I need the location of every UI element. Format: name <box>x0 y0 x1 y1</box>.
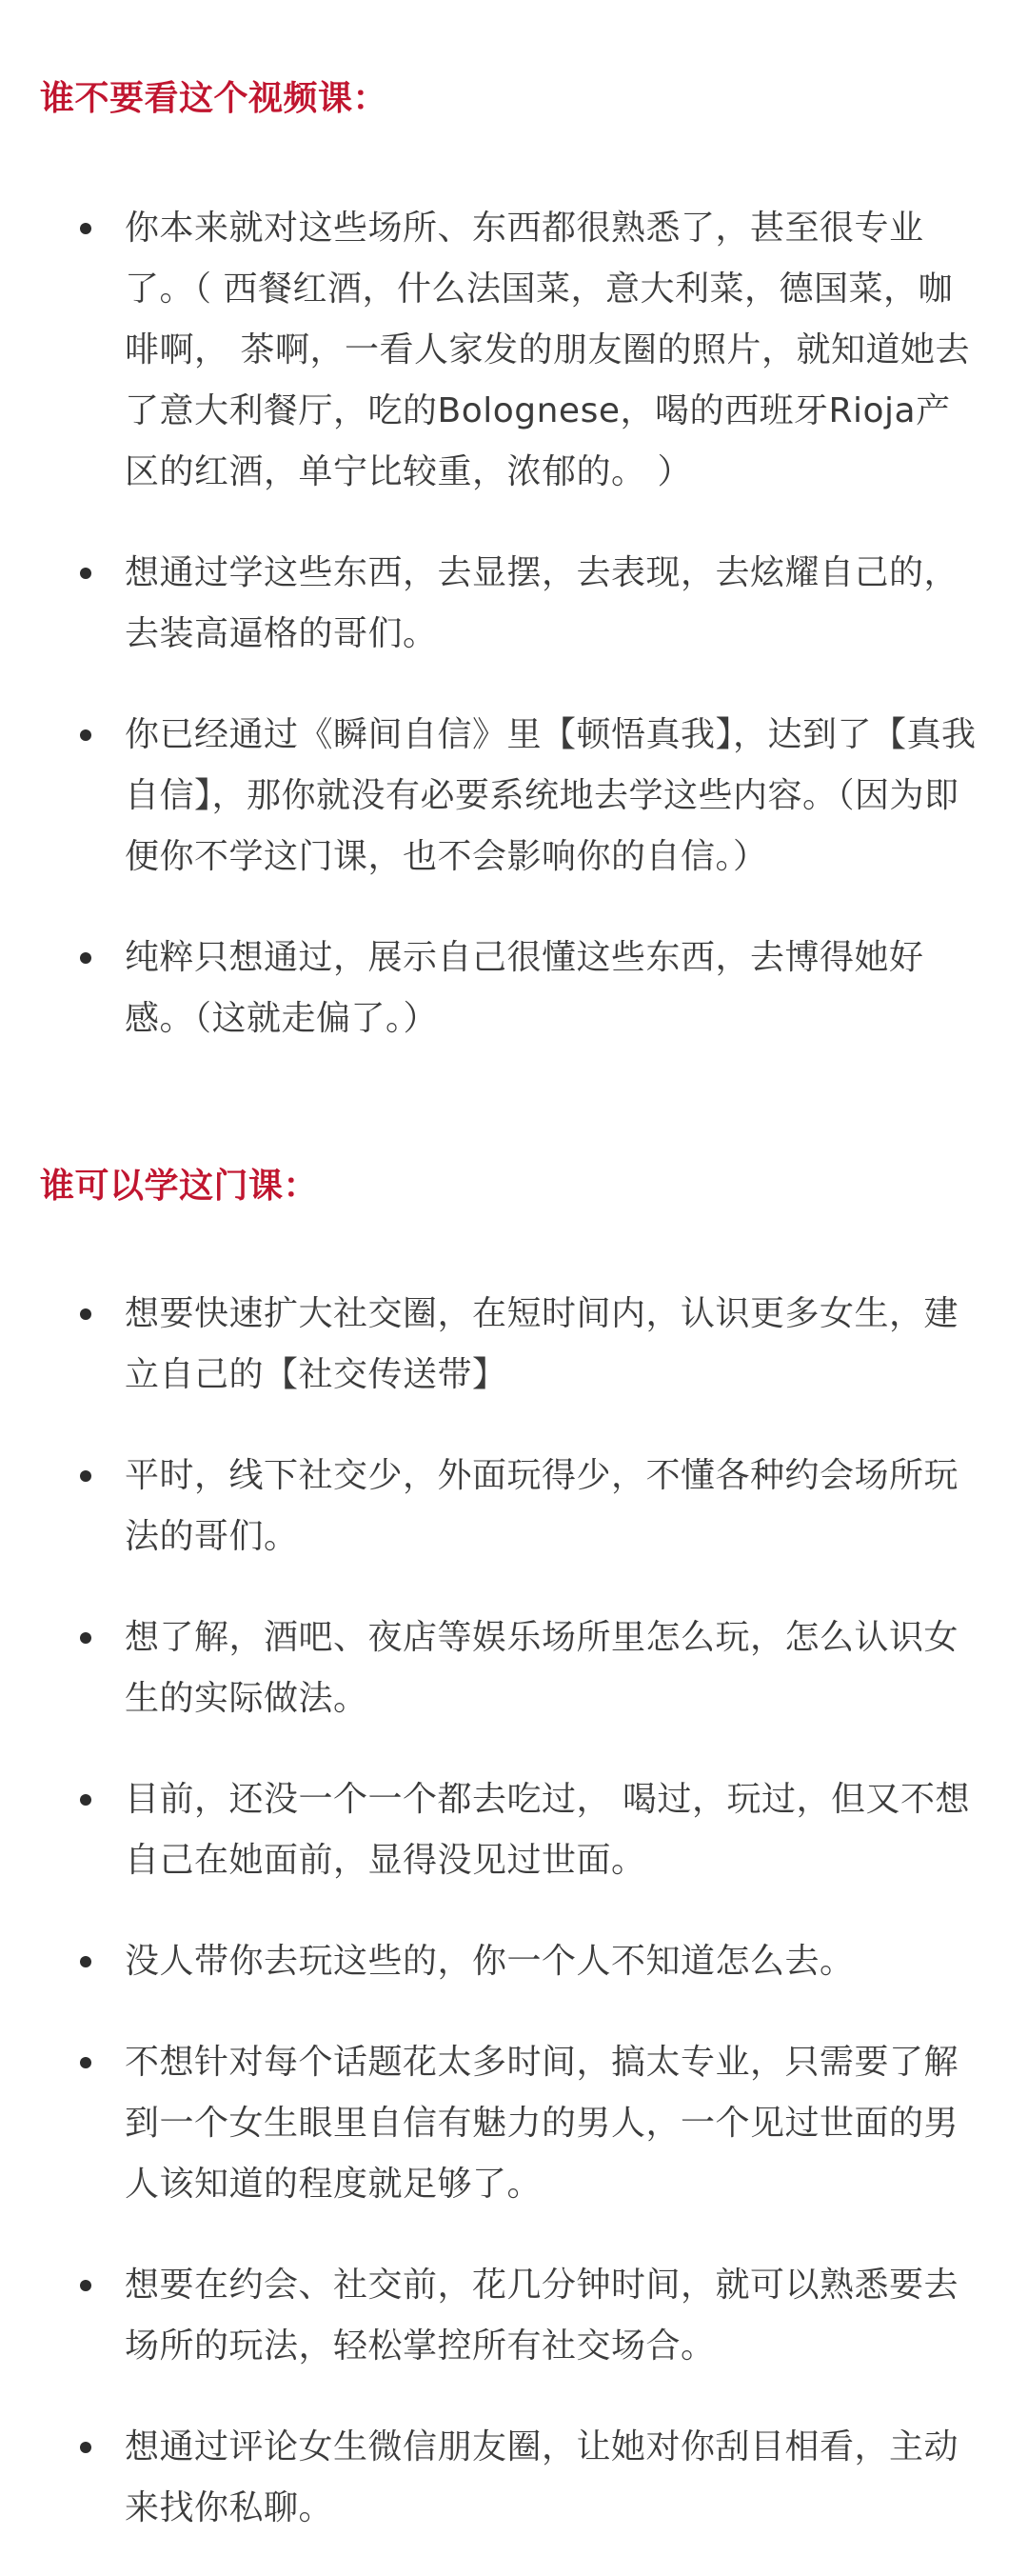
who-can-learn-item-7-text: 想要在约会、社交前，花几分钟时间，就可以熟悉要去场所的玩法，轻松掌控所有社交场合。 <box>125 2266 959 2366</box>
who-can-learn-item-6 <box>40 2032 990 2215</box>
who-can-learn-list <box>40 1284 990 2539</box>
not-for-item-3-text: 你已经通过《瞬间自信》里【顿悟真我】，达到了【真我自信】，那你就没有必要系统地去学这些内容。（因为即便你不学这门课，也不会影响你的自信。） <box>125 715 977 876</box>
who-can-learn-item-1-text: 想要快速扩大社交圈，在短时间内，认识更多女生，建立自己的【社交传送带】 <box>125 1294 959 1394</box>
not-for-item-1 <box>40 198 990 503</box>
not-for-heading: 谁不要看这个视频课： <box>40 79 388 118</box>
bullet-dot-icon <box>80 223 91 234</box>
who-can-learn-item-2-text: 平时，线下社交少，外面玩得少，不懂各种约会场所玩法的哥们。 <box>125 1456 959 1556</box>
who-can-learn-item-7 <box>40 2255 990 2377</box>
bullet-dot-icon <box>80 952 91 964</box>
not-for-item-3 <box>40 705 990 888</box>
not-for-item-1-text: 你本来就对这些场所、东西都很熟悉了，甚至很专业了。（ 西餐红酒，什么法国菜，意大利菜，德国菜，咖啡啊， 茶啊，一看人家发的朋友圈的照片，就知道她去了意大利餐厅，吃的Bolognese，喝的西班牙Rioja产区的红酒，单宁比较重，浓郁的。 ） <box>125 209 970 491</box>
not-for-section <box>40 69 990 1049</box>
bullet-dot-icon <box>80 1308 91 1320</box>
who-can-learn-item-8 <box>40 2417 990 2539</box>
not-for-list <box>40 198 990 1049</box>
bullet-dot-icon <box>80 2280 91 2291</box>
bullet-dot-icon <box>80 568 91 579</box>
who-can-learn-item-3-text: 想了解，酒吧、夜店等娱乐场所里怎么玩，怎么认识女生的实际做法。 <box>125 1618 959 1718</box>
bullet-dot-icon <box>80 2057 91 2068</box>
who-can-learn-item-4-text: 目前，还没一个一个都去吃过， 喝过，玩过，但又不想自己在她面前，显得没见过世面。 <box>125 1780 970 1880</box>
not-for-item-2 <box>40 543 990 665</box>
not-for-item-4-text: 纯粹只想通过，展示自己很懂这些东西，去博得她好感。（这就走偏了。） <box>125 938 924 1038</box>
who-can-learn-item-4 <box>40 1769 990 1891</box>
not-for-item-2-text: 想通过学这些东西，去显摆，去表现，去炫耀自己的，去装高逼格的哥们。 <box>125 553 959 653</box>
who-can-learn-section <box>40 1156 990 2539</box>
who-can-learn-item-3 <box>40 1608 990 1729</box>
bullet-dot-icon <box>80 1632 91 1644</box>
bullet-dot-icon <box>80 1794 91 1806</box>
who-can-learn-item-5-text: 没人带你去玩这些的，你一个人不知道怎么去。 <box>125 1942 855 1981</box>
who-can-learn-item-1 <box>40 1284 990 1406</box>
who-can-learn-item-8-text: 想通过评论女生微信朋友圈，让她对你刮目相看，主动来找你私聊。 <box>125 2427 959 2527</box>
not-for-item-4 <box>40 928 990 1049</box>
who-can-learn-item-2 <box>40 1446 990 1568</box>
who-can-learn-heading: 谁可以学这门课： <box>40 1167 319 1206</box>
who-can-learn-item-6-text: 不想针对每个话题花太多时间，搞太专业，只需要了解到一个女生眼里自信有魅力的男人，一个见过世面的男人该知道的程度就足够了。 <box>125 2043 959 2204</box>
who-can-learn-item-5 <box>40 1931 990 1992</box>
bullet-dot-icon <box>80 2442 91 2453</box>
bullet-dot-icon <box>80 1956 91 1967</box>
bullet-dot-icon <box>80 729 91 741</box>
bullet-dot-icon <box>80 1470 91 1482</box>
